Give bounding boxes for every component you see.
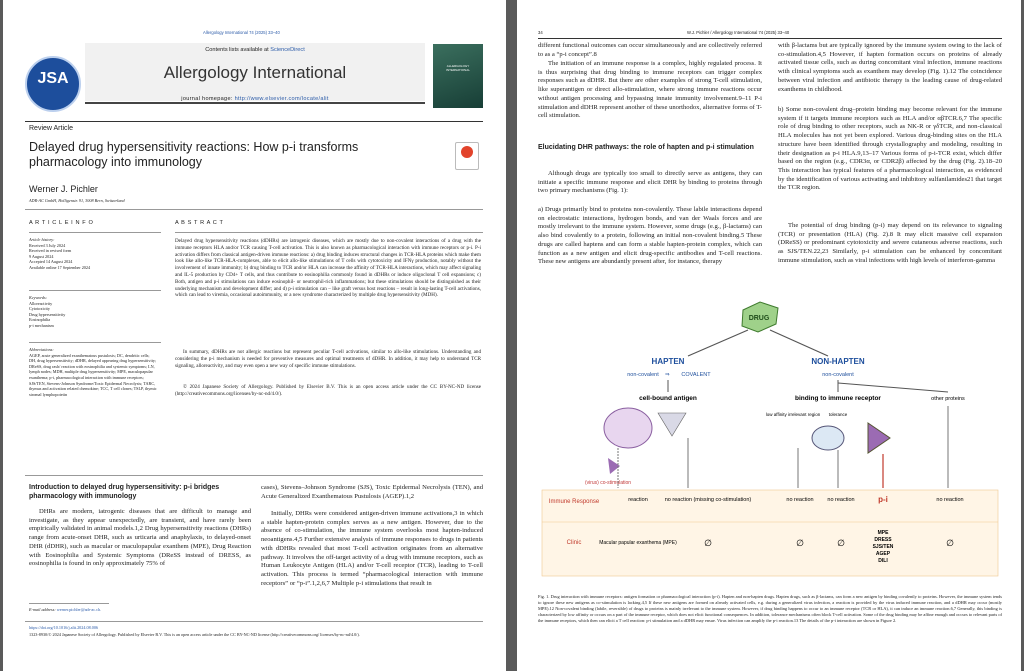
col2-p1: with β-lactams but are typically ignored by the immune system owing to the lack of co-stimulation.4,5 However, if hapten formation occurs on proteins of already activated tissue cells, such as during concomitant viral infection, immune reactions with clinical symptoms such as exanthem may develop (Fig. 1).12 The coincidence between viral infection and antibiotic therapy is the leading cause of drug-related exanthems in childhood.	[778, 42, 1002, 93]
intro-p3: Initially, DHRs were considered antigen-driven immune activations,3 in which a stable hapten-protein complex serves as a new antigen. However, due to the absence of co-stimulation, the immune system overlooks most hapten-induced neoantigens.4,5 Further extensive analysis of immune responses to drugs in patients with dDHRs revealed that most T-cell activation originates from an alternative pathway. It involves the off-target activity of a drug with immune receptors, such as Human Leukocyte Antigen (HLA) and/or T-cell receptor (TCR), leading to T-cell activation. This process is termed “pharmacological interaction with immune receptors” or “p-i”.1,2,6,7 Multiple p-i stimulations that result in	[261, 510, 483, 587]
history-item: 9 August 2024	[29, 253, 54, 259]
history-item: Received in revised form	[29, 248, 72, 254]
running-head: Allergology International 74 (2025) 33–40	[203, 30, 280, 35]
intro-p2: cases), Stevens–Johnson Syndrome (SJS), Toxic Epidermal Necrolysis (TEN), and Acute Generalized Exanthematous Pustulosis (AGEP).1,2	[261, 484, 483, 500]
abstract-end-rule	[25, 475, 483, 476]
keywords	[29, 295, 65, 329]
page-number: 34	[538, 30, 543, 35]
email-footnote	[29, 607, 101, 613]
footer-rule	[25, 621, 483, 622]
col1-p1: different functional outcomes can occur simultaneously and are collectively referred to as a “p-i concept”.8	[538, 42, 762, 58]
covalent-label: COVALENT	[681, 372, 711, 378]
non-covalent-label: non-covalent	[822, 372, 854, 378]
pi-clinic-item: MPE	[877, 530, 889, 536]
col1-p2: The initiation of an immune response is a complex, highly regulated process. It is thus surprising that drug binding to immune receptors can trigger complex responses such as dDHR. But there are other examples of strong T-cell stimulation, like superantigen or direct allo-stimulation, where strong immune reactions occur without antigen processing and bypassing innate immunity involvement.9–11 P-i stimulation and dDHR represent another of these unorthodox, alternative forms of T-cell stimulation.	[538, 60, 762, 120]
pi-clinic-item: SJS/TEN	[872, 544, 894, 550]
jsa-logo	[25, 56, 81, 112]
binding-receptor-label: binding to immune receptor	[795, 395, 881, 402]
virus-costim-label: (virus) co-stimulation	[584, 480, 632, 486]
article-info-heading: A R T I C L E I N F O	[29, 220, 94, 226]
clinic-label: Clinic	[566, 540, 582, 546]
col1-p4: a) Drugs primarily bind to proteins non-covalently. These labile interactions depend on electrostatic interactions, hydrogen bonds, and van der Waals forces and are mostly irrelevant to the immune system. However, some drugs (e.g., β-lactams) can also bind covalently to a protein, following an initial non-covalent binding.5 These drugs are called haptens and can form a stable hapten-protein complex, which can function as a new antigen and elicit drug-specific antibodies and T-cell reactions. These new antigens are abundantly present after, for instance, therapy	[538, 206, 762, 266]
abstract-p2: In summary, dDHRs are not allergic reactions but represent peculiar T-cell activations, similar to allo-like stimulations. Understanding and considering the p-i mechanism is needed for preventive measures and optimal treatments of dDHR. In addition, it may help to understand TCR signaling, alloreactivity, and may even open a new way of specific immune stimulations.	[175, 349, 481, 369]
email-label: E-mail address:	[29, 607, 56, 612]
keywords-label: Keywords:	[29, 295, 47, 300]
contents-prefix: Contents lists available at	[205, 47, 269, 53]
homepage-prefix: journal homepage:	[181, 96, 233, 102]
keyword: Cytotoxicity	[29, 306, 50, 312]
check-updates-badge[interactable]	[455, 142, 479, 170]
history-item: Received 3 July 2024	[29, 242, 66, 248]
top-rule	[538, 38, 1002, 39]
journal-title: Allergology International	[163, 63, 347, 82]
reaction-label: reaction	[628, 497, 648, 503]
cover-title: ALLERGOLOGY INTERNATIONAL	[446, 64, 470, 72]
empty-set-icon: ∅	[946, 538, 954, 548]
pi-clinic-item: DRESS	[874, 537, 892, 543]
no-reaction-label: no reaction	[827, 497, 855, 503]
response-band	[542, 490, 998, 576]
cell-receptor	[658, 413, 686, 436]
non-covalent-label: non-covalent	[627, 372, 659, 378]
no-reaction-label: no reaction	[786, 497, 814, 503]
figure-1	[538, 298, 1002, 588]
info-rule	[29, 342, 161, 343]
title-rule	[25, 209, 483, 210]
pi-label: p-i	[878, 495, 888, 504]
abstract-heading: A B S T R A C T	[175, 220, 224, 226]
col1-heading: Elucidating DHR pathways: the role of hapten and p-i stimulation	[538, 144, 754, 151]
page-right	[517, 0, 1021, 671]
drug-label: DRUG	[748, 315, 770, 322]
footnote-rule	[29, 603, 109, 604]
doi-link[interactable]: https://doi.org/10.1016/j.alit.2024.08.006	[29, 625, 99, 630]
empty-set-icon: ∅	[704, 538, 712, 548]
mpe-label: Macular papular exanthema (MPE)	[599, 540, 677, 546]
intro-heading: Introduction to delayed drug hypersensitivity: p-i bridges pharmacology with immunology	[29, 484, 220, 500]
intro-p1: DHRs are modern, iatrogenic diseases that are difficult to manage and investigate, as they appear unexpectedly, are transient, and have rarely been empirically validated in animal models.1,2 Drug hypersensitivity reactions (DHRs) range from acute-onset DHR, such as urticaria and anaphylaxis, to delayed-onset DHR (dDHR), such as macular or maculopapular exanthem (MPE), Drug Reaction with Eosinophilia and Systemic Symptoms (DReSS instead of DRESS, as eosinophilia is found in only approximately 75% of	[29, 508, 251, 568]
article-type: Review Article	[29, 125, 73, 132]
article-history	[29, 237, 90, 271]
low-affinity-label: low affinity irrelevant region	[765, 412, 821, 417]
col2-p2: b) Some non-covalent drug–protein binding may become relevant for the immune system if it targets immune receptors such as HLA and/or αβTCR.6,7 The specific role of drug binding to other receptors, such as NK-R or γδTCR, and non-classical HLA molecules has not yet been explored. Various drug-binding sites on the HLA structure have been identified through crystallography and modeling, resulting in their designation as p-i HLA.9,13–17 Various forms of p-i-TCR exist, which differ based on the region (e.g., CDR3α, or CDR2β) affected by the drug (Fig. 2).18–20 This interaction has typical features of a pharmacological interaction, as evidenced by the identification of various activating and inhibitory sulfanilamides21 that target the TCR region.	[778, 106, 1002, 192]
col1-p3: Although drugs are typically too small to directly serve as antigens, they can initiate a specific immune response and elicit DHR by binding to proteins through two primary mechanisms (Fig. 1):	[538, 170, 762, 195]
no-reaction-label: no reaction	[936, 497, 964, 503]
keyword: Eosinophilia	[29, 317, 51, 323]
abstract-rule	[175, 232, 483, 233]
non-hapten-label: NON-HAPTEN	[811, 357, 865, 366]
apc-cell	[604, 408, 652, 448]
copyright: © 2024 Japanese Society of Allergology. Published by Elsevier B.V. This is an open access article under the CC BY-NC-ND license (http://creativecommons.org/licenses/by-nc-nd/4.0/).	[175, 384, 481, 397]
other-proteins-label: other proteins	[931, 396, 965, 402]
check-updates-icon	[461, 146, 473, 158]
empty-set-icon: ∅	[796, 538, 804, 548]
empty-set-icon: ∅	[837, 538, 845, 548]
jsa-logo-text: JSA	[37, 70, 69, 87]
receptor-shape	[868, 423, 890, 453]
t-cell	[812, 426, 844, 450]
footer-license: 1323-8930/© 2024 Japanese Society of Allergology. Published by Elsevier B.V. This is an open access article under the CC BY-NC-ND license (http://creativecommons.org/ licenses/by-nc-nd/4.0/).	[29, 632, 360, 637]
keyword: Alloreactivity	[29, 300, 53, 306]
hapten-label: HAPTEN	[651, 357, 685, 366]
history-item: Available online 17 September 2024	[29, 264, 91, 270]
history-label: Article history:	[29, 237, 55, 242]
figure-caption: Fig. 1. Drug interaction with immune receptors: antigen formation or pharmacological interaction (p-i). Hapten and non-hapten drugs. Hapten drugs, such as β-lactams, can form a new antigen by binding covalently to proteins. However, the immune system tends to ignore these new antigens as co-stimulation is lacking.4,5 If these new antigens are formed on already activated cells, e.g. during a generalized virus infection, a reaction is provided by the virus induced immune reaction, and a dDHR may occur (mostly MPE).12 Non-covalent binding (labile, reversible) of drugs to proteins is mainly irrelevant to the immune system. However, if drug binding happens to occur to an immune receptor (TCR or HLA), it can induce an immune reaction.6,7 Generally, this binding is characterized by low affinity or occurs on a part of the immune receptor, which does not elicit functional consequences. In addition, tolerance mechanisms often block T-cell activation. Some of the drug binding may be affine enough and occurs to relevant parts of the immune receptors, which then can elicit a T cell reaction: p-i stimulation and a dDHR may ensue. Virus infection can amplify the p-i reaction.13 The details of the p-i interaction are shown in Figure 2.	[538, 594, 1002, 623]
sciencedirect-link[interactable]: ScienceDirect	[270, 47, 305, 53]
homepage-link[interactable]: http://www.elsevier.com/locate/alit	[234, 96, 329, 102]
contents-line	[93, 47, 417, 54]
affiliation: ADR-AC GmbH, Holligenstr. 91, 3008 Bern, Switzerland	[29, 198, 125, 203]
pi-clinic-item: DILI	[878, 558, 888, 564]
abbreviations-label: Abbreviations:	[29, 347, 54, 352]
running-head: W.J. Pichler / Allergology International 74 (2025) 33–40	[687, 30, 790, 35]
abbreviations-text: AGEP, acute generalized exanthematous pustulosis; DC, dendritic cells; DH, drug hypersensitivity; dDHR, delayed appearing drug hypersensitivity; DReSS, drug rash/ reaction with eosinophilia and systemic symptoms; LN, lymph nodes; MDH, multiple drug hypersensitivity; MPE, maculopapular exanthema; p-i, pharmacological interaction with immune receptors; SJS/TEN, Stevens-Johnson Syndrome/Toxic Epidermal Necrolysis; TARC, thymus and activation related chemokine; TCC, T cell clones; TSLP, thymic stromal lymphopoietin	[29, 352, 157, 397]
immune-response-label: Immune Response	[548, 499, 600, 505]
keyword: p-i mechanism	[29, 322, 54, 328]
author-name: Werner J. Pichler	[29, 184, 98, 194]
arrow-icon: ⇒	[665, 372, 670, 378]
abbreviations	[29, 347, 157, 397]
cell-bound-antigen-label: cell-bound antigen	[639, 395, 697, 402]
homepage-line	[93, 96, 417, 103]
keyword: Drug hypersensitivity	[29, 311, 66, 317]
page-left	[3, 0, 506, 671]
abstract-p1: Delayed drug hypersensitivity reactions (dDHRs) are iatrogenic diseases, which are mostly due to non-covalent interactions of a drug with the immune receptors HLA and/or TCR causing T-cell activation. This is also known as pharmacological interaction with immune receptors or p-i. P-i activation differs from classical antigen-driven immune reactions: a) drug binding induces structural changes in TCR-HLA proteins which make them look like allo-like TCR-HLA-complexes, able to elicit allo-like stimulations of T cells with cytotoxicity and IFNγ production, notably without the involvement of innate immunity; b) drug binding to TCR and/or HLA can increase the affinity of TCR-HLA interactions, which may affect signaling and IL-5 production by CD4+ T cells, and thus contribute to eosinophilia commonly found in dDHRs or induce oligoclonal T cell expansions; c) Both, antigen and p-i stimulations can induce eosinophil- or neutrophil-rich inflammations; but these stimulations should be distinguished as their underlying mechanism and development differ; and d) p-i stimulation can – like graft versus host reactions – result in long-lasting T-cell activations, which can lead to viremia, occasional autoimmunity, or a new syndrome characterized by multiple drug hypersensitivity (MDH).	[175, 238, 481, 299]
info-rule	[29, 290, 161, 291]
email-link[interactable]: werner.pichler@adr-ac.ch.	[56, 607, 102, 612]
tolerance-label: tolerance	[828, 412, 848, 417]
col2-p3: The potential of drug binding (p-i) may depend on its relevance to signaling (TCR) or presentation (HLA) (Fig. 2).8 It may elicit massive cell expansion (DReSS) or predominant cytotoxicity and severe cutaneous adverse reactions, such as SJS/TEN.22,23 Similarly, p-i stimulation can be enhanced by concomitant immune stimulation, such as viral infections with high levels of interferon-gamma	[778, 222, 1002, 264]
history-item: Accepted 14 August 2024	[29, 259, 73, 265]
pi-clinic-item: AGEP	[875, 551, 891, 557]
no-reaction-missing-label: no reaction (missing co-stimulation)	[664, 497, 752, 503]
article-title: Delayed drug hypersensitivity reactions: How p-i transforms pharmacology into immunology	[29, 140, 359, 169]
journal-cover	[433, 44, 483, 108]
info-rule	[29, 232, 161, 233]
top-rule	[25, 121, 483, 122]
